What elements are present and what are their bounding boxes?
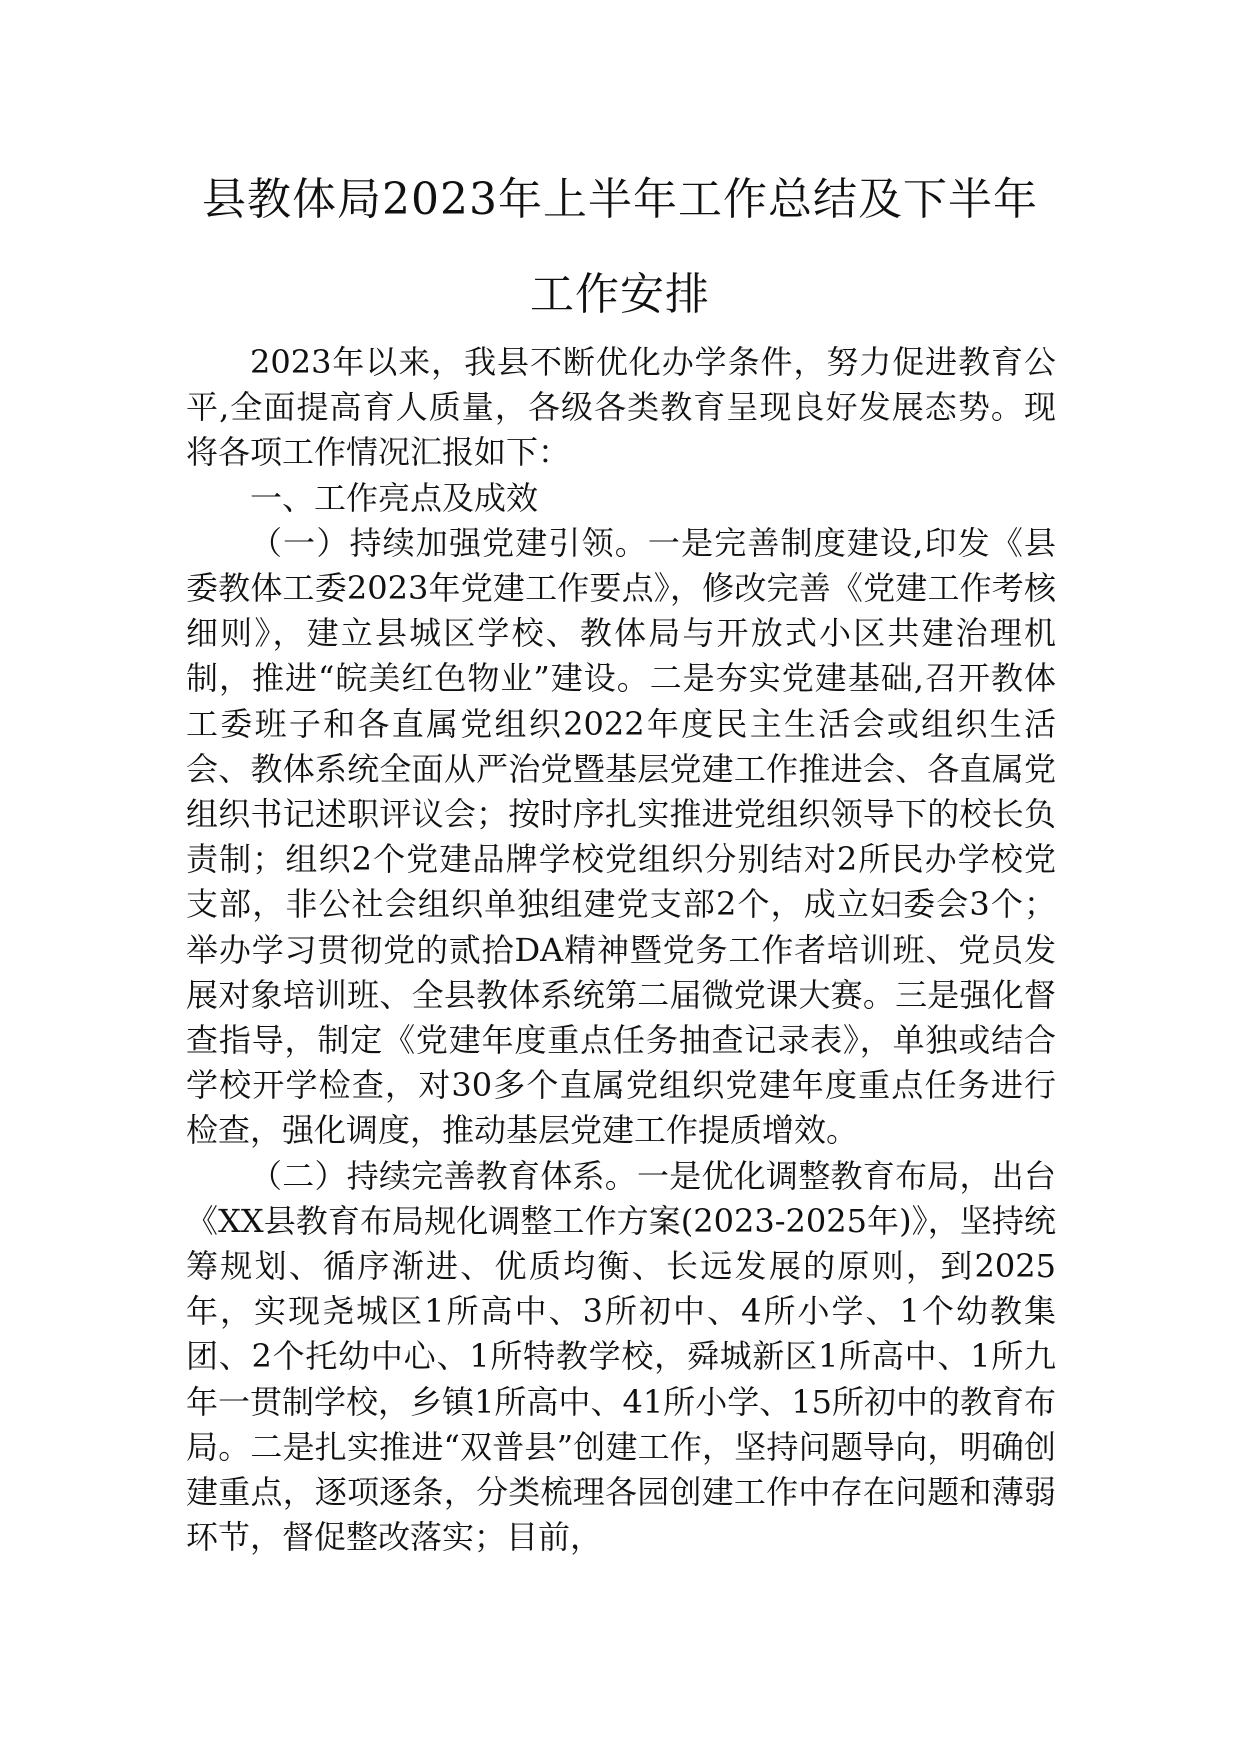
document-title-line-1: 县教体局2023年上半年工作总结及下半年	[202, 174, 1038, 225]
document-title-line-2: 工作安排	[530, 269, 710, 320]
document-body	[186, 340, 1056, 1560]
intro-paragraph: 2023年以来，我县不断优化办学条件，努力促进教育公平,全面提高育人质量，各级各类教育呈现良好发展态势。现将各项工作情况汇报如下：	[186, 343, 1056, 472]
paragraph-party-building: （一）持续加强党建引领。一是完善制度建设,印发《县委教体工委2023年党建工作要点》，修改完善《党建工作考核细则》，建立县城区学校、教体局与开放式小区共建治理机制，推进“皖美红色物业”建设。二是夯实党建基础,召开教体工委班子和各直属党组织2022年度民主生活会或组织生活会、教体系统全面从严治党暨基层党建工作推进会、各直属党组织书记述职评议会；按时序扎实推进党组织领导下的校长负责制；组织2个党建品牌学校党组织分别结对2所民办学校党支部，非公社会组织单独组建党支部2个，成立妇委会3个；举办学习贯彻党的贰拾DA精神暨党务工作者培训班、党员发展对象培训班、全县教体系统第二届微党课大赛。三是强化督查指导，制定《党建年度重点任务抽查记录表》，单独或结合学校开学检查，对30多个直属党组织党建年度重点任务进行检查，强化调度，推动基层党建工作提质增效。	[186, 523, 1056, 1150]
section-heading: 一、工作亮点及成效	[250, 478, 539, 517]
paragraph-education-system: （二）持续完善教育体系。一是优化调整教育布局，出台《XX县教育布局规化调整工作方案(2023-2025年)》，坚持统筹规划、循序渐进、优质均衡、长远发展的原则，到2025年，实现尧城区1所高中、3所初中、4所小学、1个幼教集团、2个托幼中心、1所特教学校，舜城新区1所高中、1所九年一贯制学校，乡镇1所高中、41所小学、15所初中的教育布局。二是扎实推进“双普县”创建工作，坚持问题导向，明确创建重点，逐项逐条，分类梳理各园创建工作中存在问题和薄弱环节，督促整改落实；目前，	[186, 1156, 1056, 1557]
